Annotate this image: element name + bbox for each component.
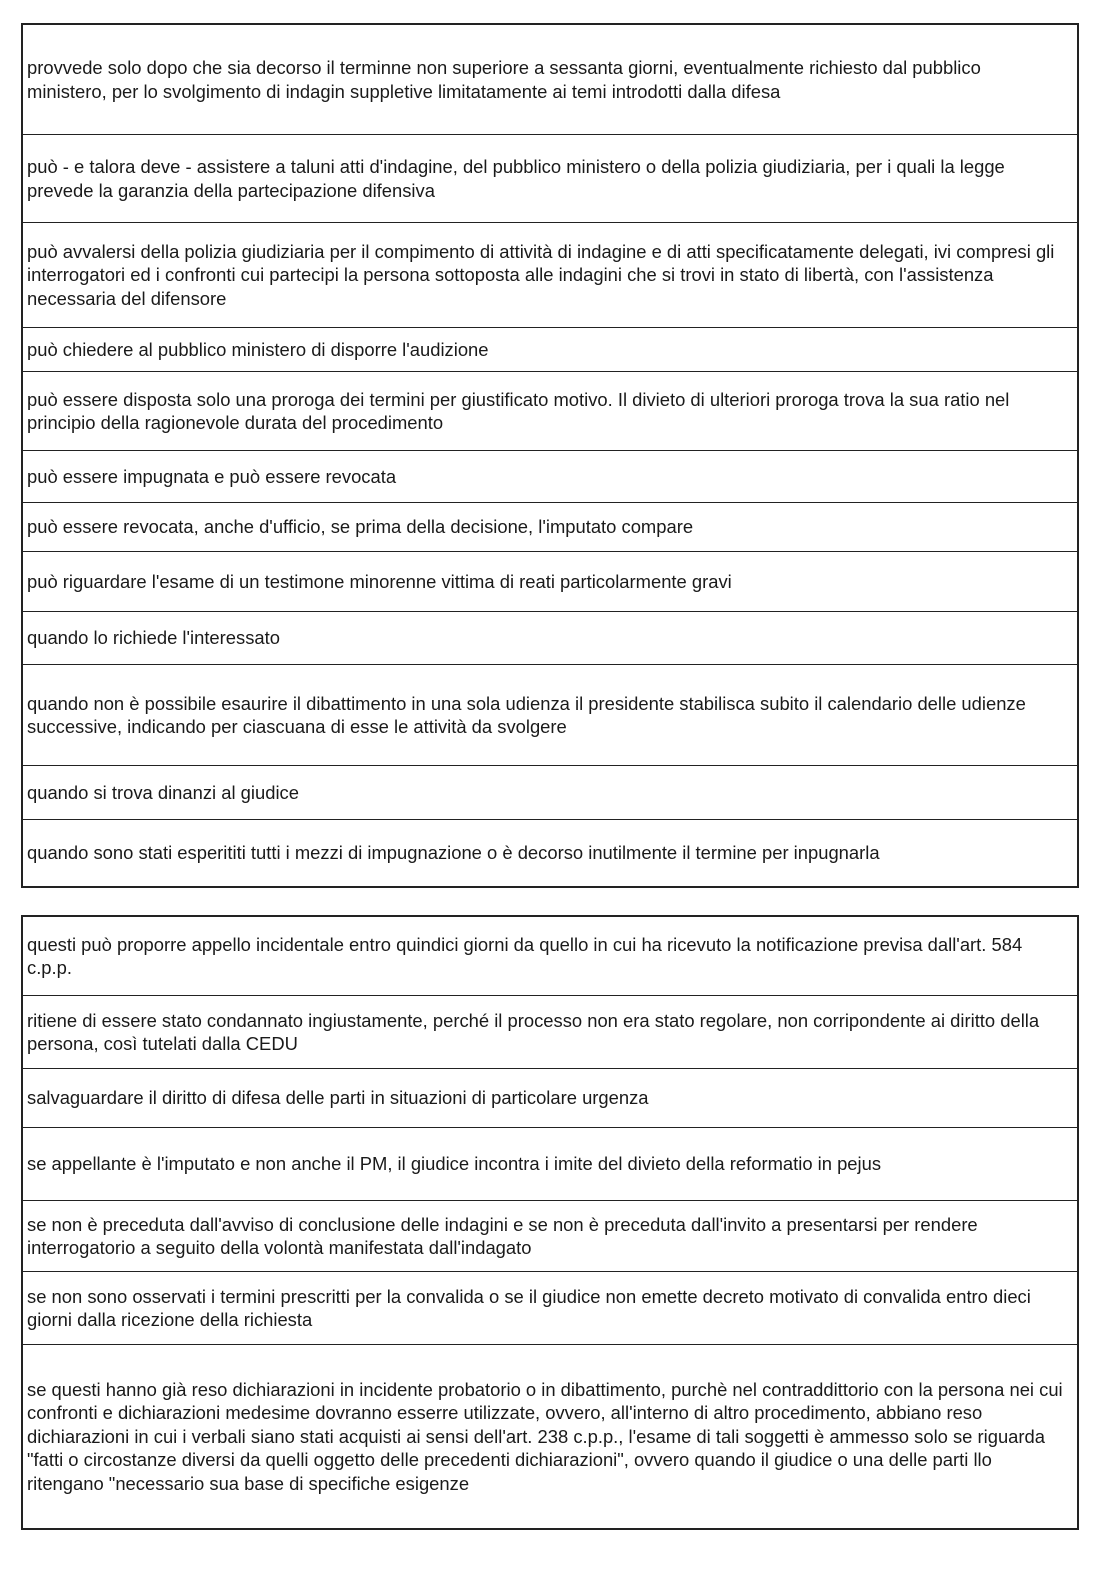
row-text: può essere revocata, anche d'ufficio, se prima della decisione, l'imputato compare bbox=[27, 516, 694, 538]
table-row bbox=[23, 819, 1077, 886]
row-text: se appellante è l'imputato e non anche il PM, il giudice incontra i imite del divieto della reformatio in pejus bbox=[27, 1153, 882, 1175]
table-row bbox=[23, 995, 1077, 1068]
row-text: se non è preceduta dall'avviso di conclusione delle indagini e se non è preceduta dall'invito a presentarsi per rendere interrogatorio a seguito della volontà manifestata dall'indagato bbox=[27, 1213, 978, 1258]
table-row bbox=[23, 664, 1077, 765]
table-row bbox=[23, 450, 1077, 502]
row-text: può riguardare l'esame di un testimone minorenne vittima di reati particolarmente gravi bbox=[27, 570, 732, 592]
table-row bbox=[23, 134, 1077, 222]
table-row bbox=[23, 25, 1077, 134]
row-text: quando non è possibile esaurire il dibattimento in una sola udienza il presidente stabilisca subito il calendario delle udienze successive, indicando per ciascuana di esse le attività da svolgere bbox=[27, 692, 1026, 737]
table-row bbox=[23, 1127, 1077, 1200]
row-text: può chiedere al pubblico ministero di disporre l'audizione bbox=[27, 338, 489, 360]
row-text: se non sono osservati i termini prescritti per la convalida o se il giudice non emette decreto motivato di convalida entro dieci giorni dalla ricezione della richiesta bbox=[27, 1285, 1031, 1330]
answer-table-1 bbox=[21, 23, 1079, 888]
row-text: quando si trova dinanzi al giudice bbox=[27, 781, 299, 803]
table-row bbox=[23, 1200, 1077, 1271]
row-text: provvede solo dopo che sia decorso il terminne non superiore a sessanta giorni, eventualmente richiesto dal pubblico ministero, per lo svolgimento di indagin suppletive limitatamente ai temi introdotti dalla difesa bbox=[27, 57, 981, 102]
table-row bbox=[23, 611, 1077, 664]
row-text: salvaguardare il diritto di difesa delle parti in situazioni di particolare urgenza bbox=[27, 1087, 649, 1109]
row-text: quando lo richiede l'interessato bbox=[27, 627, 280, 649]
table-row bbox=[23, 917, 1077, 995]
row-text: può essere impugnata e può essere revocata bbox=[27, 465, 397, 487]
table-row bbox=[23, 1344, 1077, 1528]
row-text: può essere disposta solo una proroga dei termini per giustificato motivo. Il divieto di ulteriori proroga trova la sua ratio nel principio della ragionevole durata del procedimento bbox=[27, 388, 1010, 433]
table-row bbox=[23, 1068, 1077, 1127]
row-text: può avvalersi della polizia giudiziaria per il compimento di attività di indagine e di atti specificatamente delegati, ivi compresi gli interrogatori ed i confronti cui partecipi la persona sottoposta alle indagini che si trovi in stato di libertà, con l'assistenza necessaria del difensore bbox=[27, 240, 1055, 309]
row-text: questi può proporre appello incidentale entro quindici giorni da quello in cui ha ricevuto la notificazione previsa dall'art. 584 c.p.p. bbox=[27, 933, 1023, 978]
row-text: può - e talora deve - assistere a taluni atti d'indagine, del pubblico ministero o della polizia giudiziaria, per i quali la legge prevede la garanzia della partecipazione difensiva bbox=[27, 156, 1005, 201]
row-text: quando sono stati esperititi tutti i mezzi di impugnazione o è decorso inutilmente il termine per inpugnarla bbox=[27, 842, 880, 864]
table-row bbox=[23, 502, 1077, 551]
table-row bbox=[23, 765, 1077, 819]
row-text: ritiene di essere stato condannato ingiustamente, perché il processo non era stato regolare, non corripondente ai diritto della persona, così tutelati dalla CEDU bbox=[27, 1009, 1040, 1054]
table-row bbox=[23, 551, 1077, 611]
answer-table-2 bbox=[21, 915, 1079, 1530]
row-text: se questi hanno già reso dichiarazioni in incidente probatorio o in dibattimento, purchè nel contraddittorio con la persona nei cui confronti e dichiarazioni medesime dovranno esserre utilizzate, ovvero, all'interno di altro procedimento, abbiano reso dichiarazioni in cui i verbali siano stati acquisti ai sensi dell'art. 238 c.p.p., l'esame di tali soggetti è ammesso solo se riguarda "fatti o circostanze diversi da quelli oggetto delle precedenti dichiarazioni", ovvero quando il giudice o una delle parti llo ritengano "necessario sua base di specifiche esigenze bbox=[27, 1378, 1063, 1494]
table-row bbox=[23, 327, 1077, 371]
table-row bbox=[23, 222, 1077, 327]
table-row bbox=[23, 1271, 1077, 1344]
table-row bbox=[23, 371, 1077, 450]
